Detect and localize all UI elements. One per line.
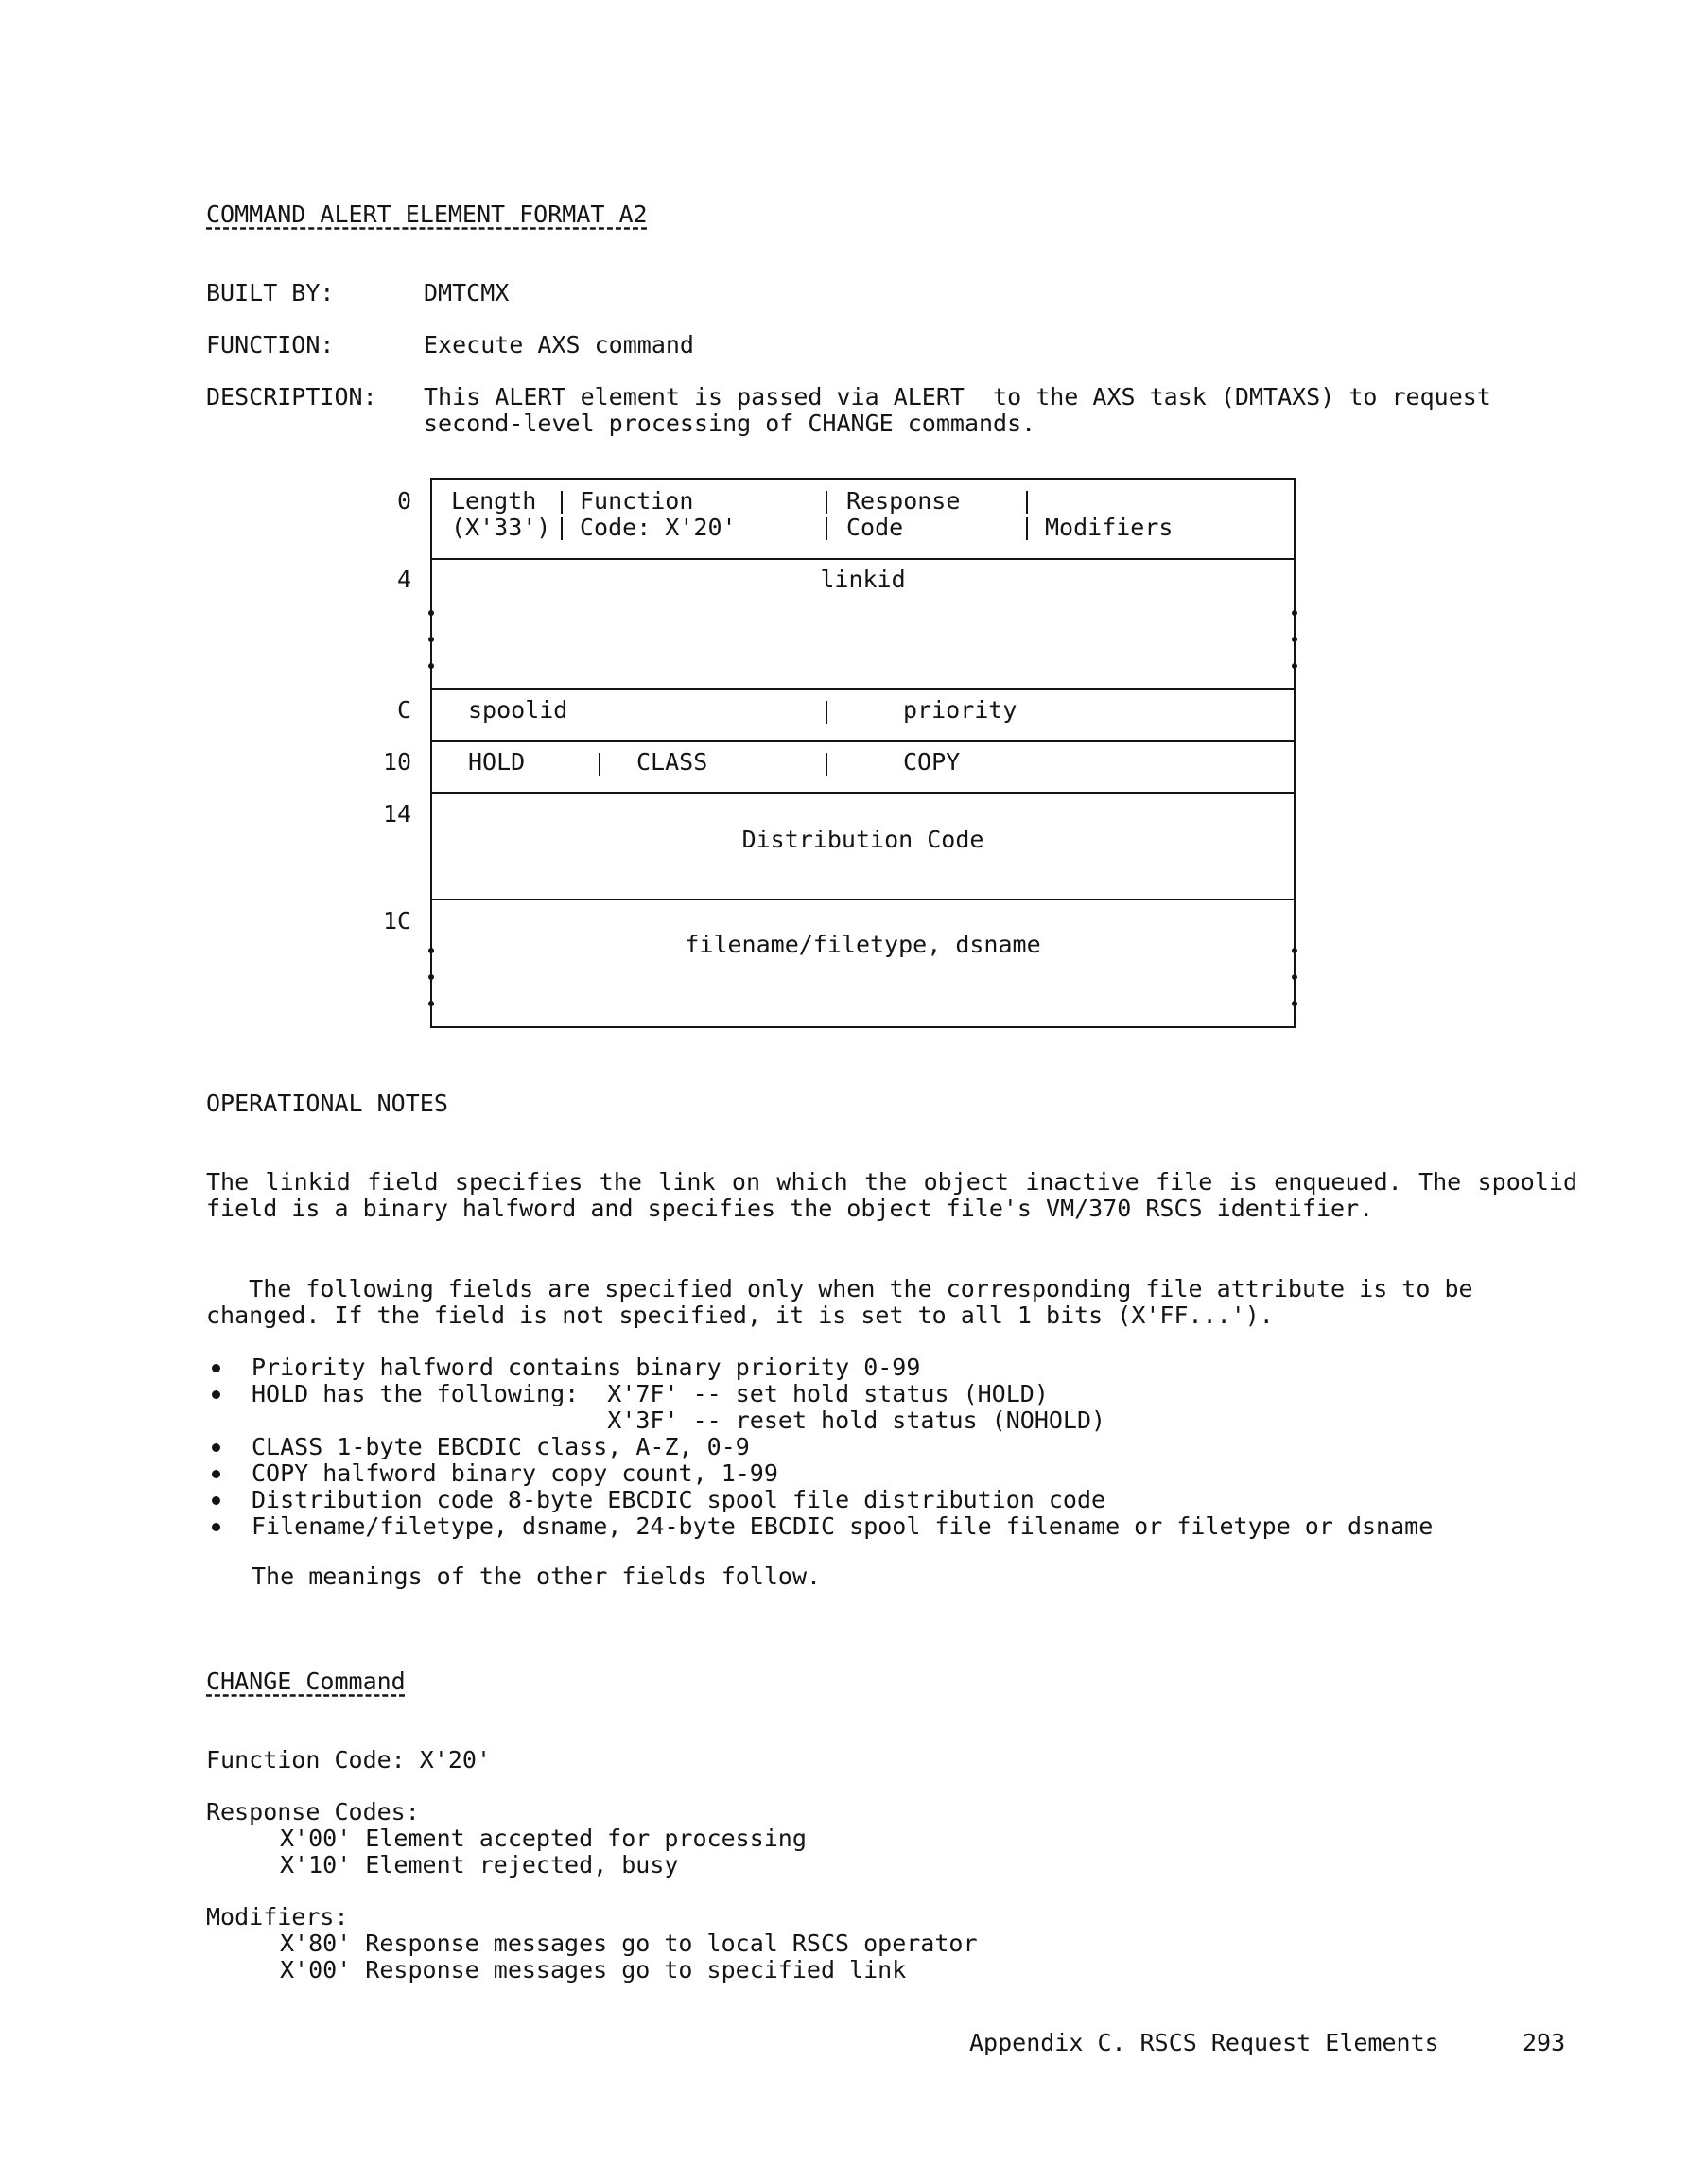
offset-4: 4 xyxy=(396,566,411,593)
separator xyxy=(561,517,563,540)
description-label: DESCRIPTION: xyxy=(206,383,377,411)
modifiers-label: Modifiers: xyxy=(206,1903,349,1931)
function-code: Code: X'20' xyxy=(580,514,737,541)
copy-field: COPY xyxy=(903,748,961,776)
response-codes-label: Response Codes: xyxy=(206,1798,420,1826)
offset-10: 10 xyxy=(383,748,412,776)
response-code-item: X'10' Element rejected, busy xyxy=(280,1851,679,1878)
linkid-field: linkid xyxy=(820,566,906,593)
description-line-2: second-level processing of CHANGE commands. xyxy=(424,410,1036,437)
continuation-dot xyxy=(428,637,434,642)
bullet-icon xyxy=(212,1364,220,1372)
offset-0: 0 xyxy=(396,487,411,515)
page-number: 293 xyxy=(1522,2029,1566,2056)
separator xyxy=(599,753,600,776)
function-value: Execute AXS command xyxy=(424,331,694,358)
change-function-code: Function Code: X'20' xyxy=(206,1746,492,1773)
element-format-diagram xyxy=(383,478,1296,1028)
continuation-dot xyxy=(1292,610,1297,616)
operational-notes-paragraph-2-line-2: changed. If the field is not specified, it is set to all 1 bits (X'FF...'). xyxy=(206,1302,1274,1329)
continuation-dot xyxy=(428,974,434,980)
separator xyxy=(826,517,827,540)
filename-field: filename/filetype, dsname xyxy=(685,931,1041,958)
list-item: CLASS 1-byte EBCDIC class, A-Z, 0-9 xyxy=(206,1434,1433,1460)
separator xyxy=(826,753,827,776)
built-by-label: BUILT BY: xyxy=(206,279,335,306)
separator xyxy=(826,491,827,514)
offset-1c: 1C xyxy=(383,907,412,935)
list-item: HOLD has the following: X'7F' -- set hold status (HOLD) xyxy=(206,1381,1433,1407)
divider-after-linkid xyxy=(430,688,1296,690)
section-heading: COMMAND ALERT ELEMENT FORMAT A2 xyxy=(206,201,648,228)
separator xyxy=(1026,491,1028,514)
continuation-dot xyxy=(1292,663,1297,669)
response-code: Code xyxy=(846,514,904,541)
continuation-dot xyxy=(1292,1001,1297,1006)
list-item: Distribution code 8-byte EBCDIC spool file distribution code xyxy=(206,1487,1433,1513)
bullet-icon xyxy=(212,1470,220,1478)
description-line-1: This ALERT element is passed via ALERT to the AXS task (DMTAXS) to request xyxy=(424,383,1491,411)
divider-after-row-0 xyxy=(430,558,1296,560)
divider-after-distribution xyxy=(430,899,1296,900)
offset-c: C xyxy=(396,696,411,724)
priority-field: priority xyxy=(903,696,1017,724)
operational-notes-paragraph-1: The linkid field specifies the link on which the object inactive file is enqueued. The spoolid field is a binary halfword and specifies the object file's VM/370 RSCS identifier. xyxy=(206,1168,1577,1222)
continuation-dot xyxy=(1292,637,1297,642)
length-value: (X'33') xyxy=(451,514,551,541)
list-item-continuation: X'3F' -- reset hold status (NOHOLD) xyxy=(252,1406,1106,1434)
length-field: Length xyxy=(451,487,537,515)
response-code-item: X'00' Element accepted for processing xyxy=(280,1825,807,1852)
continuation-dot xyxy=(1292,974,1297,980)
response-field: Response xyxy=(846,487,961,515)
list-item: Priority halfword contains binary priority 0-99 xyxy=(206,1354,1433,1381)
function-label: FUNCTION: xyxy=(206,331,335,358)
continuation-dot xyxy=(428,663,434,669)
other-fields-sentence: The meanings of the other fields follow. xyxy=(252,1563,822,1590)
operational-notes-title: OPERATIONAL NOTES xyxy=(206,1090,448,1117)
footer-title: Appendix C. RSCS Request Elements xyxy=(969,2029,1439,2056)
bullet-icon xyxy=(212,1496,220,1505)
offset-14: 14 xyxy=(383,800,412,828)
modifier-item: X'00' Response messages go to specified link xyxy=(280,1956,907,1983)
function-field: Function xyxy=(580,487,694,515)
divider-after-hold xyxy=(430,792,1296,794)
continuation-dot xyxy=(428,948,434,953)
modifiers-field: Modifiers xyxy=(1045,514,1174,541)
change-command-title: CHANGE Command xyxy=(206,1668,406,1695)
bullet-icon xyxy=(212,1443,220,1452)
field-attribute-list xyxy=(206,1354,1433,1540)
hold-field: HOLD xyxy=(468,748,526,776)
continuation-dot xyxy=(428,1001,434,1006)
distribution-code-field: Distribution Code xyxy=(741,826,984,853)
frame-bottom xyxy=(430,1026,1296,1028)
operational-notes-paragraph-2-line-1: The following fields are specified only when the corresponding file attribute is to be xyxy=(206,1275,1473,1302)
separator xyxy=(826,701,827,724)
divider-after-spoolid xyxy=(430,740,1296,742)
list-item: COPY halfword binary copy count, 1-99 xyxy=(206,1460,1433,1487)
bullet-icon xyxy=(212,1390,220,1399)
list-item: Filename/filetype, dsname, 24-byte EBCDIC spool file filename or filetype or dsname xyxy=(206,1513,1433,1540)
class-field: CLASS xyxy=(636,748,708,776)
continuation-dot xyxy=(428,610,434,616)
modifier-item: X'80' Response messages go to local RSCS operator xyxy=(280,1930,978,1957)
frame-top xyxy=(430,478,1296,480)
bullet-icon xyxy=(212,1523,220,1531)
spoolid-field: spoolid xyxy=(468,696,568,724)
separator xyxy=(1026,517,1028,540)
built-by-value: DMTCMX xyxy=(424,279,510,306)
separator xyxy=(561,491,563,514)
continuation-dot xyxy=(1292,948,1297,953)
